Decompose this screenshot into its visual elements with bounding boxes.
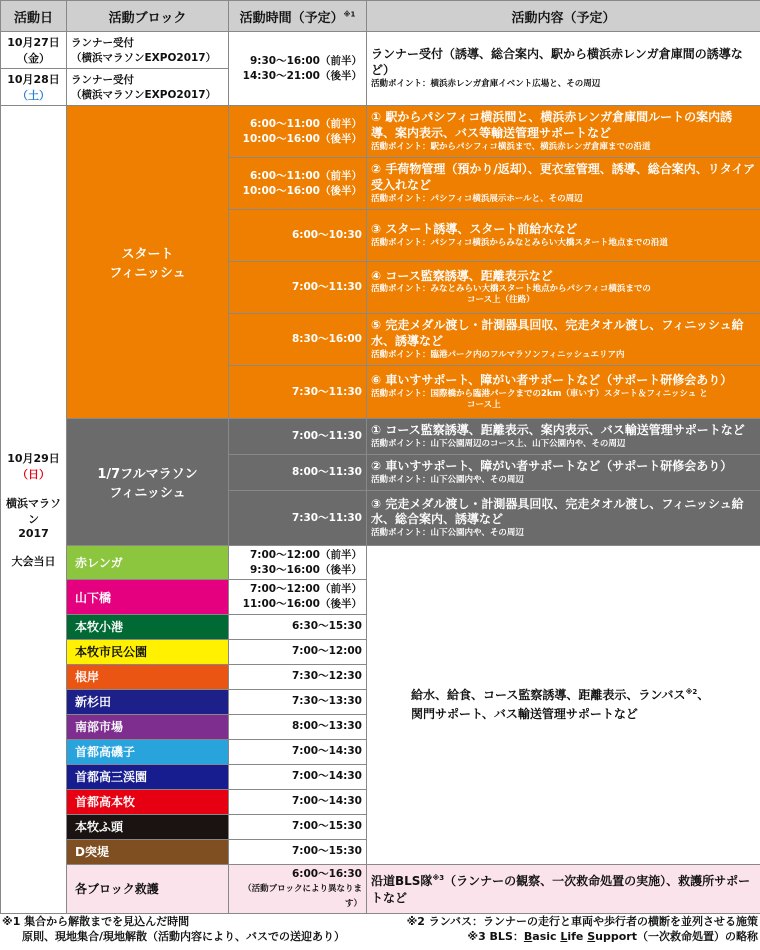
start-time-4: 7:00〜11:30	[229, 262, 367, 314]
aid-block-7: 首都高磯子	[67, 739, 229, 764]
footnote-2: ※2 ランバス：ランナーの走行と車両や歩行者の横断を並列させる施策	[406, 915, 758, 928]
aid-time-6: 8:00〜13:30	[229, 714, 367, 739]
aid-block-10: 本牧ふ頭	[67, 814, 229, 839]
aid-block-11: D突堤	[67, 839, 229, 864]
header-time: 活動時間（予定）$^{※1}$	[229, 1, 367, 32]
start-content-5: ⑤ 完走メダル渡し・計測器具回収、完走タオル渡し、フィニッシュ給水、誘導など 活動ポイント：臨港パーク内のフルマラソンフィニッシュエリア内	[367, 314, 760, 366]
aid-time-4: 7:30〜12:30	[229, 664, 367, 689]
aid-block-4: 根岸	[67, 664, 229, 689]
footnote-1-line1: ※1 集合から解散までを見込んだ時間	[2, 915, 190, 928]
block-seventh-finish: 1/7フルマラソン フィニッシュ	[67, 419, 229, 546]
seventh-time-1: 7:00〜11:30	[229, 419, 367, 455]
aid-block-6: 南部市場	[67, 714, 229, 739]
expo-time: 9:30〜16:00（前半） 14:30〜21:00（後半）	[229, 32, 367, 106]
aid-row	[1, 546, 760, 580]
footnote-2-3	[407, 914, 758, 945]
start-content-4: ④ コース監察誘導、距離表示など 活動ポイント：みなとみらい大橋スタート地点からパシフィコ横浜までの コース上（往路）	[367, 262, 760, 314]
seventh-time-2: 8:00〜11:30	[229, 455, 367, 491]
aid-time-8: 7:00〜14:30	[229, 764, 367, 789]
seventh-time-3: 7:30〜11:30	[229, 491, 367, 546]
aid-block-1: 山下橋	[67, 580, 229, 614]
start-content-2: ② 手荷物管理（預かり/返却）、更衣室管理、誘導、総合案内、リタイア受入れなど 活動ポイント：パシフィコ横浜展示ホールと、その周辺	[367, 158, 760, 210]
aid-block-8: 首都高三渓園	[67, 764, 229, 789]
footnote-1-line2: 原則、現地集合/現地解散（活動内容により、バスでの送迎あり）	[22, 930, 346, 944]
start-time-3: 6:00〜10:30	[229, 210, 367, 262]
aid-time-11: 7:00〜15:30	[229, 839, 367, 864]
footnote-1	[2, 914, 345, 945]
start-time-1: 6:00〜11:00（前半） 10:00〜16:00（後半）	[229, 106, 367, 158]
date-oct28: 10月28日 （土）	[1, 69, 67, 106]
rescue-block: 各ブロック救護	[67, 864, 229, 913]
header-date: 活動日	[1, 1, 67, 32]
aid-block-3: 本牧市民公園	[67, 639, 229, 664]
aid-block-2: 本牧小港	[67, 614, 229, 639]
aid-content: 給水、給食、コース監察誘導、距離表示、ランバス$^{※2}$、 関門サポート、バス輸送管理サポートなど	[367, 546, 760, 865]
aid-time-7: 7:00〜14:30	[229, 739, 367, 764]
rescue-content: 沿道BLS隊$^{※3}$（ランナーの観察、一次救命処置の実施）、救護所サポートなど	[367, 864, 760, 913]
aid-time-2: 6:30〜15:30	[229, 614, 367, 639]
aid-time-0: 7:00〜12:00（前半） 9:30〜16:00（後半）	[229, 546, 367, 580]
header-row	[1, 1, 760, 32]
start-time-6: 7:30〜11:30	[229, 366, 367, 419]
aid-time-9: 7:00〜14:30	[229, 789, 367, 814]
date-oct27: 10月27日 （金）	[1, 32, 67, 69]
aid-time-10: 7:00〜15:30	[229, 814, 367, 839]
rescue-time: 6:00〜16:30 （活動ブロックにより異なります）	[229, 864, 367, 913]
aid-time-5: 7:30〜13:30	[229, 689, 367, 714]
start-content-3: ③ スタート誘導、スタート前給水など 活動ポイント：パシフィコ横浜からみなとみらい大橋スタート地点までの沿道	[367, 210, 760, 262]
expo-content: ランナー受付（誘導、総合案内、駅から横浜赤レンガ倉庫間の誘導など） 活動ポイント：横浜赤レンガ倉庫イベント広場と、その周辺	[367, 32, 760, 106]
date-oct29: 10月29日 （日） 横浜マラソン 2017 大会当日	[1, 106, 67, 914]
seventh-content-1: ① コース監察誘導、距離表示、案内表示、バス輸送管理サポートなど 活動ポイント：山下公園周辺のコース上、山下公園内や、その周辺	[367, 419, 760, 455]
start-time-5: 8:30〜16:00	[229, 314, 367, 366]
aid-block-0: 赤レンガ	[67, 546, 229, 580]
start-content-6: ⑥ 車いすサポート、障がい者サポートなど（サポート研修会あり） 活動ポイント：国際橋から臨港パークまでの2km（車いす）スタート＆フィニッシュ と コース上	[367, 366, 760, 419]
seventh-content-2: ② 車いすサポート、障がい者サポートなど（サポート研修会あり） 活動ポイント：山下公園内や、その周辺	[367, 455, 760, 491]
start-content-1: ① 駅からパシフィコ横浜間と、横浜赤レンガ倉庫間ルートの案内誘導、案内表示、バス等輸送管理サポートなど 活動ポイント：駅からパシフィコ横浜まで、横浜赤レンガ倉庫までの沿道	[367, 106, 760, 158]
aid-time-1: 7:00〜12:00（前半） 11:00〜16:00（後半）	[229, 580, 367, 614]
start-row-1	[1, 106, 760, 158]
start-time-2: 6:00〜11:00（前半） 10:00〜16:00（後半）	[229, 158, 367, 210]
aid-block-5: 新杉田	[67, 689, 229, 714]
rescue-row	[1, 864, 760, 913]
footnote-3: ※3 BLS：Basic Life Support（一次救命処置）の略称	[467, 930, 758, 944]
aid-time-3: 7:00〜12:00	[229, 639, 367, 664]
seventh-content-3: ③ 完走メダル渡し・計測器具回収、完走タオル渡し、フィニッシュ給水、総合案内、誘導など 活動ポイント：山下公園内や、その周辺	[367, 491, 760, 546]
block-start-finish: スタート フィニッシュ	[67, 106, 229, 419]
aid-block-9: 首都高本牧	[67, 789, 229, 814]
expo-block-27: ランナー受付 （横浜マラソンEXPO2017）	[67, 32, 229, 69]
seventh-row-1	[1, 419, 760, 455]
expo-block-28: ランナー受付 （横浜マラソンEXPO2017）	[67, 69, 229, 106]
header-content: 活動内容（予定）	[367, 1, 760, 32]
header-block: 活動ブロック	[67, 1, 229, 32]
expo-row-27	[1, 32, 760, 69]
